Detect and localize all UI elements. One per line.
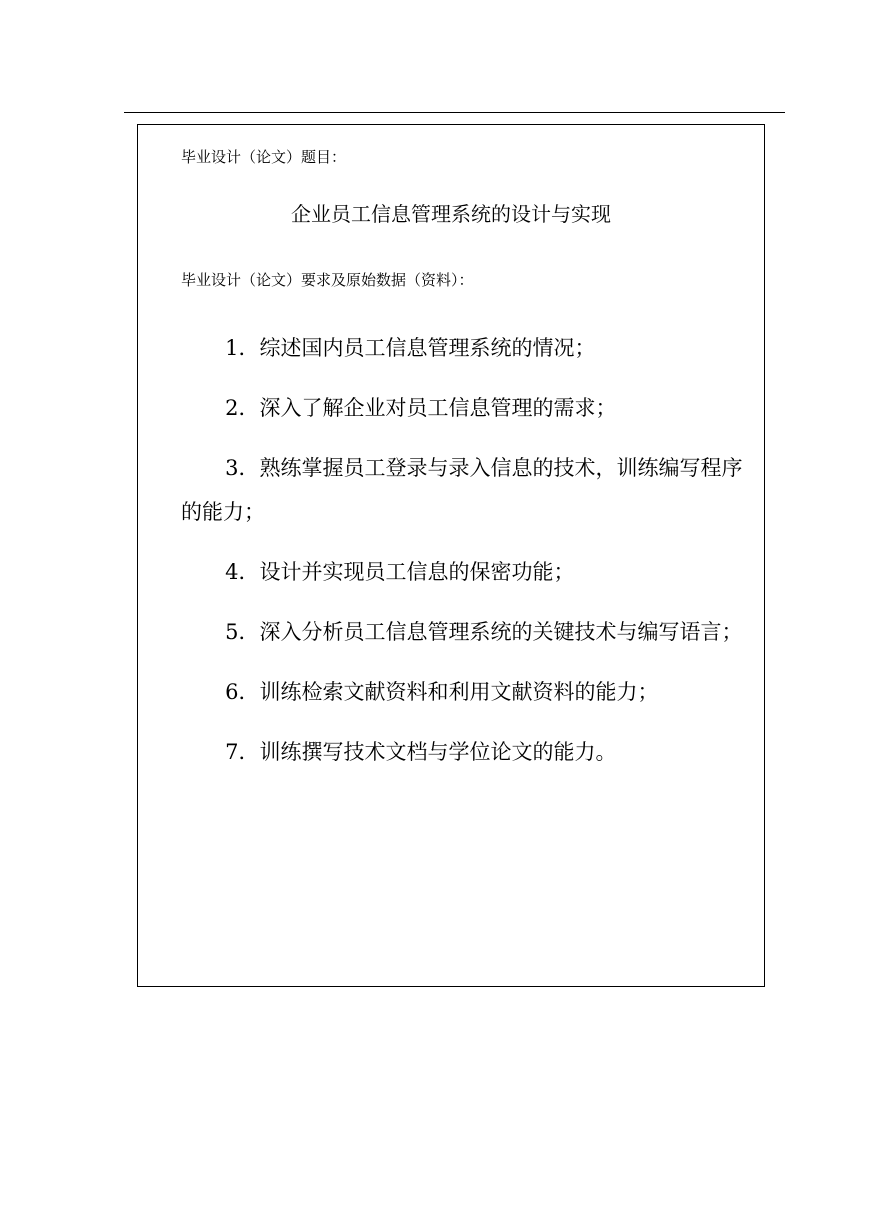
requirement-item: 3．熟练掌握员工登录与录入信息的技术，训练编写程序的能力； [181,456,743,524]
thesis-title: 企业员工信息管理系统的设计与实现 [291,202,611,226]
header-rule [124,112,785,113]
requirement-item: 5．深入分析员工信息管理系统的关键技术与编写语言； [225,620,743,644]
requirement-item: 7．训练撰写技术文档与学位论文的能力。 [225,740,617,764]
thesis-form-box [137,124,765,987]
requirement-item: 1．综述国内员工信息管理系统的情况； [225,336,596,360]
requirements-list [181,326,754,790]
requirement-item: 4．设计并实现员工信息的保密功能； [225,560,575,584]
requirement-item: 2．深入了解企业对员工信息管理的需求； [225,396,617,420]
requirements-label: 毕业设计（论文）要求及原始数据（资料）： [181,271,474,289]
requirement-item: 6．训练检索文献资料和利用文献资料的能力； [225,680,659,704]
thesis-title-label: 毕业设计（论文）题目： [181,148,347,166]
